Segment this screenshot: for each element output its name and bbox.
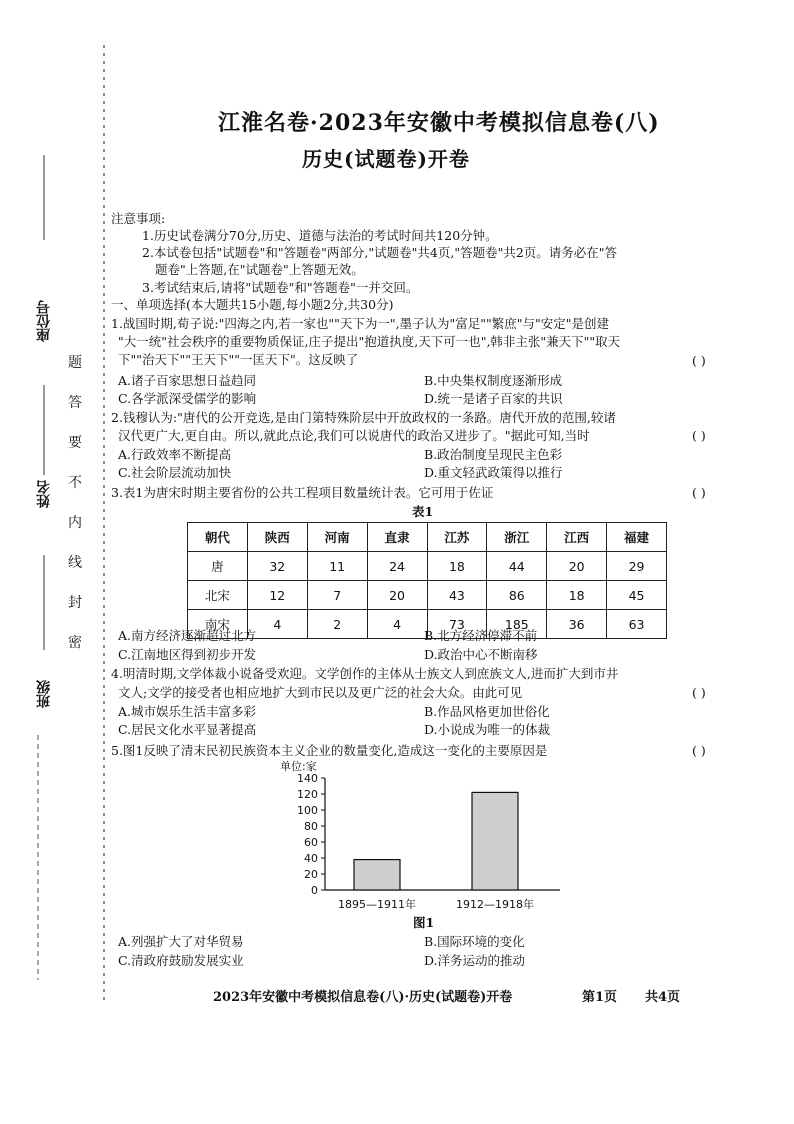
y-tick-label: 120: [297, 788, 318, 801]
table-cell: 11: [307, 552, 367, 581]
figure-caption: 图1: [413, 915, 435, 930]
question-text: 下""治天下""王天下""一匡天下"。这反映了: [118, 352, 359, 367]
table-cell: 18: [427, 552, 487, 581]
table-header-cell: 江苏: [427, 523, 487, 552]
seal-char: 答: [68, 395, 82, 411]
table-header-cell: 江西: [547, 523, 607, 552]
table-cell: 32: [247, 552, 307, 581]
bar: [354, 860, 400, 890]
table-header-cell: 直隶: [367, 523, 427, 552]
table-cell: 北宋: [188, 581, 248, 610]
option-d: D.政治中心不断南移: [424, 647, 538, 662]
seal-char: 要: [68, 435, 82, 451]
option-a: A.城市娱乐生活丰富多彩: [118, 704, 257, 719]
y-tick-label: 40: [304, 852, 318, 865]
table-cell: 4: [367, 610, 427, 639]
y-tick-label: 20: [304, 868, 318, 881]
table-cell: 12: [247, 581, 307, 610]
option-d: D.洋务运动的推动: [424, 953, 526, 968]
footer-page: 第1页: [582, 990, 618, 1005]
table-cell: 2: [307, 610, 367, 639]
table-header-row: [188, 523, 667, 552]
exam-subtitle: 历史(试题卷)开卷: [302, 147, 470, 171]
table-title: 表1: [412, 504, 434, 519]
table-cell: 36: [547, 610, 607, 639]
question-text: 1.战国时期,荀子说:"四海之内,若一家也""天下为一",墨子认为"富足""繁庶"与"安定"是创建: [111, 316, 610, 331]
notes-heading: 注意事项:: [111, 211, 166, 226]
table-cell: 185: [487, 610, 547, 639]
option-d: D.重文轻武政策得以推行: [424, 465, 563, 480]
notes-item: 3.考试结束后,请将"试题卷"和"答题卷"一并交回。: [142, 280, 419, 295]
option-b: B.北方经济停滞不前: [424, 628, 538, 643]
name-label: 姓名: [36, 480, 52, 508]
bar-chart: [280, 758, 570, 918]
table-cell: 20: [367, 581, 427, 610]
option-d: D.小说成为唯一的体裁: [424, 722, 551, 737]
table-cell: 44: [487, 552, 547, 581]
table-header-cell: 陕西: [247, 523, 307, 552]
table-cell: 4: [247, 610, 307, 639]
option-c: C.清政府鼓励发展实业: [118, 953, 244, 968]
notes-item: 题卷"上答题,在"试题卷"上答题无效。: [155, 262, 364, 277]
question-text: 汉代更广大,更自由。所以,就此点论,我们可以说唐代的政治又进步了。"据此可知,当时: [118, 428, 590, 443]
question-text: 文人;文学的接受者也相应地扩大到市民以及更广泛的社会大众。由此可见: [118, 685, 523, 700]
option-d: D.统一是诸子百家的共识: [424, 391, 563, 406]
table-cell: 73: [427, 610, 487, 639]
table-cell: 唐: [188, 552, 248, 581]
option-c: C.居民文化水平显著提高: [118, 722, 257, 737]
option-a: A.南方经济逐渐超过北方: [118, 628, 257, 643]
table-cell: 18: [547, 581, 607, 610]
table-cell: 45: [607, 581, 667, 610]
table-cell: 南宋: [188, 610, 248, 639]
y-tick-label: 140: [297, 772, 318, 785]
option-a: A.行政效率不断提高: [118, 447, 232, 462]
table-cell: 86: [487, 581, 547, 610]
table-header-cell: 浙江: [487, 523, 547, 552]
table-cell: 63: [607, 610, 667, 639]
y-tick-label: 100: [297, 804, 318, 817]
question-text: 3.表1为唐宋时期主要省份的公共工程项目数量统计表。它可用于佐证: [111, 485, 494, 500]
option-b: B.政治制度呈现民主色彩: [424, 447, 563, 462]
option-b: B.作品风格更加世俗化: [424, 704, 550, 719]
x-tick-label: 1895—1911年: [338, 898, 416, 911]
option-b: B.中央集权制度逐渐形成: [424, 373, 563, 388]
seal-char: 不: [68, 475, 82, 491]
question-text: 5.图1反映了清末民初民族资本主义企业的数量变化,造成这一变化的主要原因是: [111, 743, 548, 758]
option-a: A.列强扩大了对华贸易: [118, 934, 244, 949]
class-label: 班级: [36, 680, 52, 708]
answer-paren: ( ): [692, 353, 706, 368]
seal-char: 封: [68, 595, 82, 611]
section-heading: 一、单项选择(本大题共15小题,每小题2分,共30分): [111, 297, 394, 312]
x-tick-label: 1912—1918年: [456, 898, 534, 911]
footer-text: 2023年安徽中考模拟信息卷(八)·历史(试题卷)开卷: [213, 990, 513, 1005]
seal-char: 密: [68, 635, 82, 651]
answer-paren: ( ): [692, 743, 706, 758]
option-c: C.江南地区得到初步开发: [118, 647, 257, 662]
table-cell: 20: [547, 552, 607, 581]
seat-number-label: 座位号: [36, 300, 52, 342]
bar: [472, 792, 518, 890]
table-cell: 43: [427, 581, 487, 610]
table-header-cell: 河南: [307, 523, 367, 552]
y-axis-label: 单位:家: [280, 760, 317, 773]
table-cell: 24: [367, 552, 427, 581]
data-table: [187, 522, 667, 639]
answer-paren: ( ): [692, 428, 706, 443]
option-c: C.社会阶层流动加快: [118, 465, 232, 480]
seal-char: 内: [68, 515, 82, 531]
option-c: C.各学派深受儒学的影响: [118, 391, 257, 406]
table-cell: 7: [307, 581, 367, 610]
table-row: [188, 581, 667, 610]
question-text: "大一统"社会秩序的重要物质保证,庄子提出"抱道执度,天下可一也",韩非主张"兼天下""取天: [118, 334, 621, 349]
y-tick-label: 0: [311, 884, 318, 897]
exam-title: 江淮名卷·2023年安徽中考模拟信息卷(八): [218, 110, 660, 136]
y-tick-label: 80: [304, 820, 318, 833]
answer-paren: ( ): [692, 685, 706, 700]
notes-item: 1.历史试卷满分70分,历史、道德与法治的考试时间共120分钟。: [142, 228, 498, 243]
seal-char: 线: [68, 555, 82, 571]
question-text: 4.明清时期,文学体裁小说备受欢迎。文学创作的主体从士族文人到庶族文人,进而扩大到市井: [111, 666, 619, 681]
answer-paren: ( ): [692, 485, 706, 500]
table-header-cell: 朝代: [188, 523, 248, 552]
option-a: A.诸子百家思想日益趋同: [118, 373, 257, 388]
seal-char: 题: [68, 355, 82, 371]
option-b: B.国际环境的变化: [424, 934, 525, 949]
notes-item: 2.本试卷包括"试题卷"和"答题卷"两部分,"试题卷"共4页,"答题卷"共2页。请务必在"答: [142, 245, 618, 260]
binding-margin: [0, 0, 120, 1124]
table-row: [188, 552, 667, 581]
table-header-cell: 福建: [607, 523, 667, 552]
table-cell: 29: [607, 552, 667, 581]
y-tick-label: 60: [304, 836, 318, 849]
question-text: 2.钱穆认为:"唐代的公开竞选,是由门第特殊阶层中开放政权的一条路。唐代开放的范围,较诸: [111, 410, 616, 425]
footer-total: 共4页: [645, 990, 681, 1005]
